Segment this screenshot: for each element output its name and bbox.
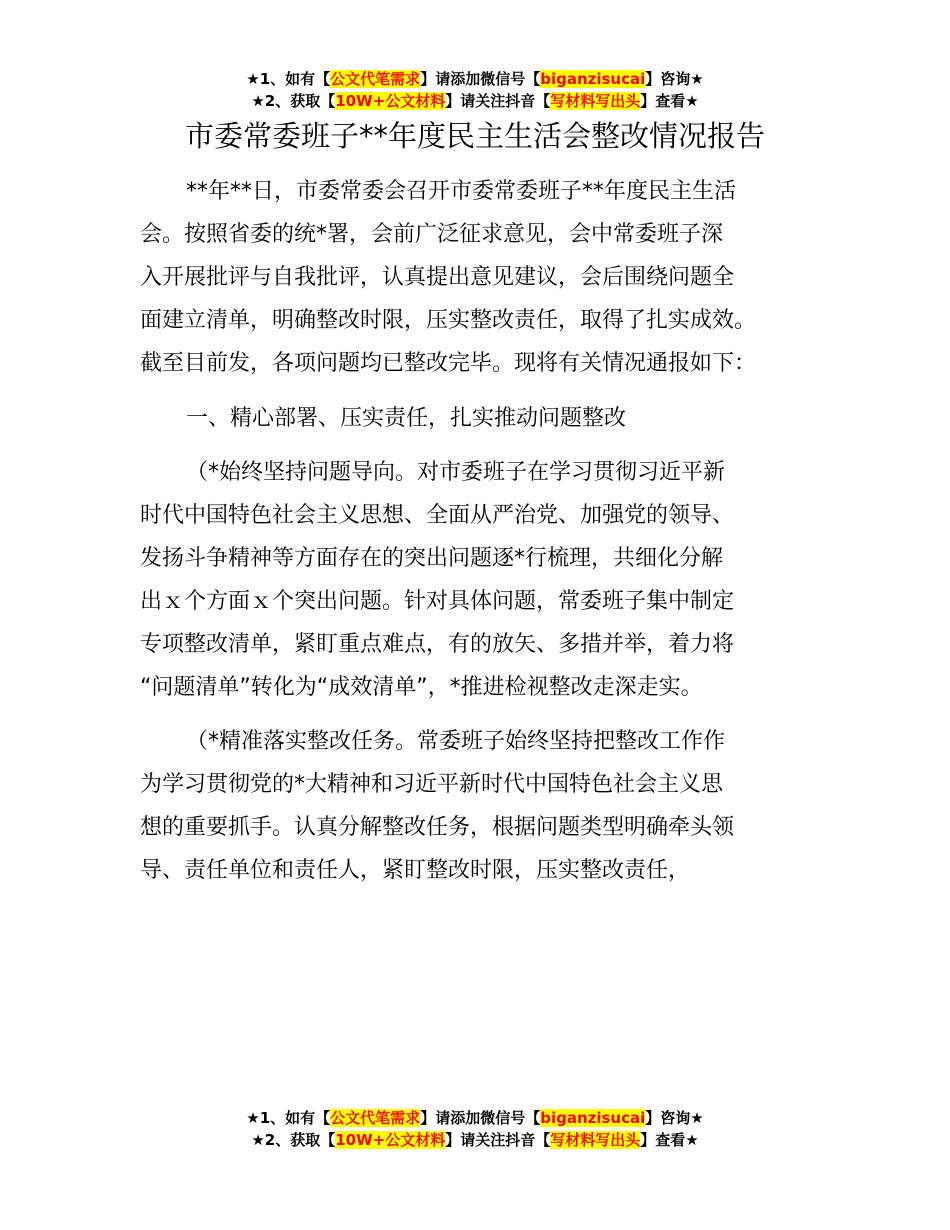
promo-text: 】请添加微信号【 (420, 1109, 541, 1127)
promo-text: 】请关注抖音【 (445, 92, 551, 110)
text-line: 会。按照省委的统*署，会前广泛征求意见，会中常委班子深 (140, 222, 724, 247)
paragraph-problem-orientation (140, 451, 820, 709)
promo-highlight: 公文代笔需求 (330, 1109, 421, 1127)
promo-line-1 (0, 1107, 950, 1129)
header-promo-banner (0, 68, 950, 112)
paragraph-rectification-tasks (140, 720, 820, 892)
promo-highlight-wechat: biganzisucai (540, 70, 646, 88)
promo-text: 】查看★ (640, 92, 699, 110)
promo-text: 】请添加微信号【 (420, 70, 541, 88)
text-line: 面建立清单，明确整改时限，压实整改责任，取得了扎实成效。 (140, 308, 757, 333)
document-title: 市委常委班子**年度民主生活会整改情况报告 (184, 119, 765, 153)
text-line: （*精准落实整改任务。常委班子始终坚持把整改工作作 (186, 729, 726, 754)
text-line: 想的重要抓手。认真分解整改任务，根据问题类型明确牵头领 (140, 815, 735, 840)
text-line: 出ｘ个方面ｘ个突出问题。针对具体问题，常委班子集中制定 (140, 589, 735, 614)
paragraph-intro (140, 170, 820, 385)
promo-text: ★1、如有【 (246, 1109, 331, 1127)
text-line: 入开展批评与自我批评，认真提出意见建议，会后围绕问题全 (140, 265, 735, 290)
text-line: （*始终坚持问题导向。对市委班子在学习贯彻习近平新 (186, 460, 726, 485)
promo-text: ★2、获取【 (251, 1131, 336, 1149)
section-heading-1 (140, 397, 820, 440)
promo-text: ★2、获取【 (251, 92, 336, 110)
promo-highlight-douyin: 写材料写出头 (550, 92, 641, 110)
promo-highlight-douyin: 写材料写出头 (550, 1131, 641, 1149)
promo-line-2 (0, 1129, 950, 1151)
text-line: “问题清单”转化为“成效清单”，*推进检视整改走深走实。 (140, 675, 703, 700)
text-line: 发扬斗争精神等方面存在的突出问题逐*行梳理，共细化分解 (140, 546, 724, 571)
promo-text: 】请关注抖音【 (445, 1131, 551, 1149)
promo-highlight: 10W+公文材料 (335, 92, 446, 110)
text-line: 截至目前发，各项问题均已整改完毕。现将有关情况通报如下： (140, 351, 757, 376)
text-line: 为学习贯彻党的*大精神和习近平新时代中国特色社会主义思 (140, 772, 724, 797)
promo-text: 】咨询★ (645, 1109, 704, 1127)
promo-text: 】查看★ (640, 1131, 699, 1149)
heading-text: 一、精心部署、压实责任，扎实推动问题整改 (186, 406, 627, 431)
footer-promo-banner (0, 1107, 950, 1151)
text-line: 导、责任单位和责任人，紧盯整改时限，压实整改责任， (140, 858, 691, 883)
text-line: **年**日，市委常委会召开市委常委班子**年度民主生活 (186, 179, 737, 204)
promo-line-2 (0, 90, 950, 112)
promo-line-1 (0, 68, 950, 90)
promo-highlight-wechat: biganzisucai (540, 1109, 646, 1127)
promo-text: 】咨询★ (645, 70, 704, 88)
text-line: 专项整改清单，紧盯重点难点，有的放矢、多措并举，着力将 (140, 632, 735, 657)
text-line: 时代中国特色社会主义思想、全面从严治党、加强党的领导、 (140, 503, 735, 528)
promo-highlight: 公文代笔需求 (330, 70, 421, 88)
promo-text: ★1、如有【 (246, 70, 331, 88)
promo-highlight: 10W+公文材料 (335, 1131, 446, 1149)
